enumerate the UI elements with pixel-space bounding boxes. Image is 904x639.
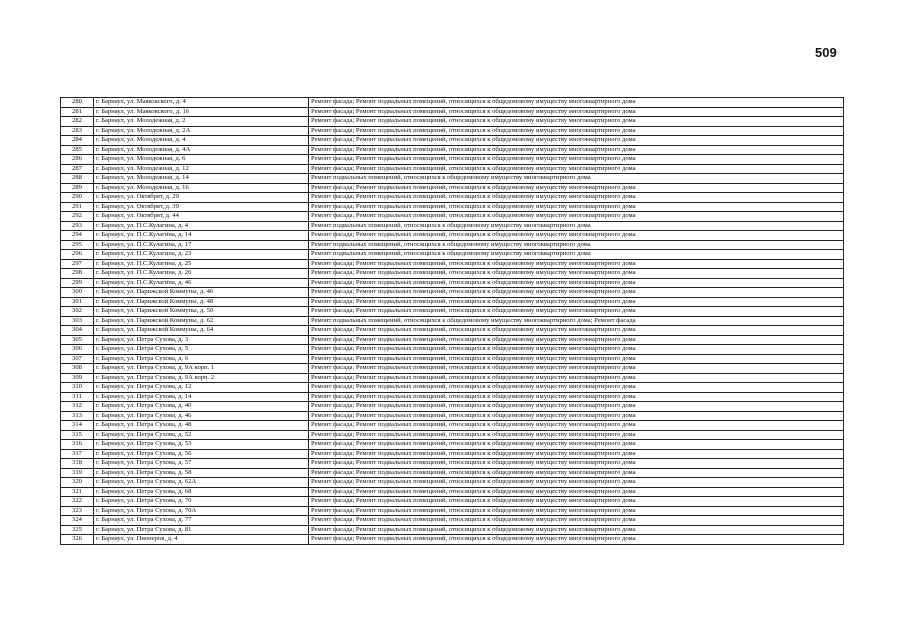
table-row [61, 383, 844, 393]
address-cell: г. Барнаул, ул. Молодежная, д. 4 [94, 136, 309, 146]
row-number-cell: 282 [61, 117, 94, 127]
row-number-cell: 300 [61, 288, 94, 298]
works-cell: Ремонт фасада; Ремонт подвальных помещений, относящихся к общедомовому имуществу многоквартирного дома [309, 155, 844, 165]
table-row [61, 449, 844, 459]
address-cell: г. Барнаул, ул. Петра Сухова, д. 70А [94, 506, 309, 516]
table-row [61, 164, 844, 174]
row-number-cell: 294 [61, 231, 94, 241]
repair-registry-table [60, 97, 844, 545]
row-number-cell: 314 [61, 421, 94, 431]
table-row [61, 440, 844, 450]
works-cell: Ремонт фасада; Ремонт подвальных помещений, относящихся к общедомовому имуществу многоквартирного дома [309, 278, 844, 288]
address-cell: г. Барнаул, ул. Парижской Коммуны, д. 62 [94, 316, 309, 326]
table-row [61, 487, 844, 497]
table-row [61, 364, 844, 374]
table-row [61, 478, 844, 488]
works-cell: Ремонт фасада; Ремонт подвальных помещений, относящихся к общедомовому имуществу многоквартирного дома [309, 421, 844, 431]
table-row [61, 459, 844, 469]
row-number-cell: 301 [61, 297, 94, 307]
row-number-cell: 296 [61, 250, 94, 260]
address-cell: г. Барнаул, ул. П.С.Кулагина, д. 14 [94, 231, 309, 241]
row-number-cell: 311 [61, 392, 94, 402]
works-cell: Ремонт фасада; Ремонт подвальных помещений, относящихся к общедомовому имуществу многоквартирного дома [309, 335, 844, 345]
works-cell: Ремонт фасада; Ремонт подвальных помещений, относящихся к общедомовому имуществу многоквартирного дома [309, 269, 844, 279]
address-cell: г. Барнаул, ул. Петра Сухова, д. 6 [94, 354, 309, 364]
row-number-cell: 283 [61, 126, 94, 136]
address-cell: г. Барнаул, ул. Петра Сухова, д. 56 [94, 449, 309, 459]
address-cell: г. Барнаул, ул. Петра Сухова, д. 14 [94, 392, 309, 402]
works-cell: Ремонт фасада; Ремонт подвальных помещений, относящихся к общедомовому имуществу многоквартирного дома [309, 478, 844, 488]
table-row [61, 278, 844, 288]
row-number-cell: 302 [61, 307, 94, 317]
row-number-cell: 298 [61, 269, 94, 279]
table-row [61, 468, 844, 478]
works-cell: Ремонт фасада; Ремонт подвальных помещений, относящихся к общедомовому имуществу многоквартирного дома [309, 307, 844, 317]
address-cell: г. Барнаул, ул. Петра Сухова, д. 46 [94, 411, 309, 421]
works-cell: Ремонт фасада; Ремонт подвальных помещений, относящихся к общедомовому имуществу многоквартирного дома [309, 117, 844, 127]
row-number-cell: 322 [61, 497, 94, 507]
table-row [61, 354, 844, 364]
table-row [61, 136, 844, 146]
table-row [61, 126, 844, 136]
works-cell: Ремонт фасада; Ремонт подвальных помещений, относящихся к общедомовому имуществу многоквартирного дома [309, 297, 844, 307]
address-cell: г. Барнаул, ул. Молодежная, д. 6 [94, 155, 309, 165]
table-row [61, 516, 844, 526]
works-cell: Ремонт фасада; Ремонт подвальных помещений, относящихся к общедомовому имуществу многоквартирного дома [309, 459, 844, 469]
works-cell: Ремонт фасада; Ремонт подвальных помещений, относящихся к общедомовому имуществу многоквартирного дома [309, 392, 844, 402]
works-cell: Ремонт фасада; Ремонт подвальных помещений, относящихся к общедомовому имуществу многоквартирного дома [309, 231, 844, 241]
works-cell: Ремонт фасада; Ремонт подвальных помещений, относящихся к общедомовому имуществу многоквартирного дома [309, 202, 844, 212]
address-cell: г. Барнаул, ул. Петра Сухова, д. 70 [94, 497, 309, 507]
table-row [61, 240, 844, 250]
address-cell: г. Барнаул, ул. Петра Сухова, д. 40 [94, 402, 309, 412]
works-cell: Ремонт фасада; Ремонт подвальных помещений, относящихся к общедомовому имуществу многоквартирного дома [309, 402, 844, 412]
address-cell: г. Барнаул, ул. Парижской Коммуны, д. 46 [94, 288, 309, 298]
table-row [61, 373, 844, 383]
row-number-cell: 321 [61, 487, 94, 497]
table-row [61, 202, 844, 212]
row-number-cell: 320 [61, 478, 94, 488]
address-cell: г. Барнаул, ул. Петра Сухова, д. 81 [94, 525, 309, 535]
works-cell: Ремонт фасада; Ремонт подвальных помещений, относящихся к общедомовому имуществу многоквартирного дома [309, 516, 844, 526]
table-row [61, 145, 844, 155]
table-row [61, 155, 844, 165]
table-row [61, 221, 844, 231]
table-row [61, 326, 844, 336]
works-cell: Ремонт фасада; Ремонт подвальных помещений, относящихся к общедомовому имуществу многоквартирного дома [309, 383, 844, 393]
works-cell: Ремонт фасада; Ремонт подвальных помещений, относящихся к общедомовому имуществу многоквартирного дома [309, 136, 844, 146]
table-row [61, 288, 844, 298]
row-number-cell: 295 [61, 240, 94, 250]
row-number-cell: 310 [61, 383, 94, 393]
table-row [61, 392, 844, 402]
address-cell: г. Барнаул, ул. Петра Сухова, д. 9А корп. 1 [94, 364, 309, 374]
works-cell: Ремонт фасада; Ремонт подвальных помещений, относящихся к общедомовому имуществу многоквартирного дома [309, 535, 844, 545]
table-row [61, 525, 844, 535]
works-cell: Ремонт фасада; Ремонт подвальных помещений, относящихся к общедомовому имуществу многоквартирного дома [309, 468, 844, 478]
table-row [61, 535, 844, 545]
address-cell: г. Барнаул, ул. Петра Сухова, д. 5 [94, 345, 309, 355]
address-cell: г. Барнаул, ул. Октябрят, д. 44 [94, 212, 309, 222]
works-cell: Ремонт фасада; Ремонт подвальных помещений, относящихся к общедомовому имуществу многоквартирного дома [309, 212, 844, 222]
table-row [61, 212, 844, 222]
address-cell: г. Барнаул, ул. Петра Сухова, д. 52 [94, 430, 309, 440]
row-number-cell: 315 [61, 430, 94, 440]
works-cell: Ремонт фасада; Ремонт подвальных помещений, относящихся к общедомовому имуществу многоквартирного дома [309, 145, 844, 155]
table-row [61, 297, 844, 307]
row-number-cell: 291 [61, 202, 94, 212]
address-cell: г. Барнаул, ул. Парижской Коммуны, д. 48 [94, 297, 309, 307]
address-cell: г. Барнаул, ул. Октябрят, д. 39 [94, 202, 309, 212]
table-row [61, 335, 844, 345]
works-cell: Ремонт фасада; Ремонт подвальных помещений, относящихся к общедомовому имуществу многоквартирного дома [309, 107, 844, 117]
address-cell: г. Барнаул, ул. Молодежная, д. 12 [94, 164, 309, 174]
row-number-cell: 312 [61, 402, 94, 412]
address-cell: г. Барнаул, ул. Молодежная, д. 2 [94, 117, 309, 127]
table-row [61, 345, 844, 355]
works-cell: Ремонт подвальных помещений, относящихся к общедомовому имуществу многоквартирного дома [309, 240, 844, 250]
table-row [61, 193, 844, 203]
works-cell: Ремонт фасада; Ремонт подвальных помещений, относящихся к общедомовому имуществу многоквартирного дома [309, 449, 844, 459]
row-number-cell: 307 [61, 354, 94, 364]
row-number-cell: 304 [61, 326, 94, 336]
page-number: 509 [815, 45, 837, 60]
row-number-cell: 285 [61, 145, 94, 155]
table-row [61, 430, 844, 440]
works-cell: Ремонт фасада; Ремонт подвальных помещений, относящихся к общедомовому имуществу многоквартирного дома [309, 525, 844, 535]
table-row [61, 250, 844, 260]
row-number-cell: 292 [61, 212, 94, 222]
row-number-cell: 299 [61, 278, 94, 288]
address-cell: г. Барнаул, ул. П.С.Кулагина, д. 23 [94, 250, 309, 260]
address-cell: г. Барнаул, ул. Маяковского, д. 16 [94, 107, 309, 117]
row-number-cell: 308 [61, 364, 94, 374]
row-number-cell: 289 [61, 183, 94, 193]
works-cell: Ремонт фасада; Ремонт подвальных помещений, относящихся к общедомовому имуществу многоквартирного дома [309, 373, 844, 383]
row-number-cell: 309 [61, 373, 94, 383]
works-cell: Ремонт фасада; Ремонт подвальных помещений, относящихся к общедомовому имуществу многоквартирного дома [309, 259, 844, 269]
works-cell: Ремонт фасада; Ремонт подвальных помещений, относящихся к общедомовому имуществу многоквартирного дома [309, 193, 844, 203]
row-number-cell: 293 [61, 221, 94, 231]
works-cell: Ремонт фасада; Ремонт подвальных помещений, относящихся к общедомовому имуществу многоквартирного дома [309, 354, 844, 364]
works-cell: Ремонт фасада; Ремонт подвальных помещений, относящихся к общедомовому имуществу многоквартирного дома [309, 440, 844, 450]
address-cell: г. Барнаул, ул. Петра Сухова, д. 3 [94, 335, 309, 345]
address-cell: г. Барнаул, ул. Парижской Коммуны, д. 50 [94, 307, 309, 317]
works-cell: Ремонт фасада; Ремонт подвальных помещений, относящихся к общедомовому имуществу многоквартирного дома [309, 497, 844, 507]
table-body [61, 98, 844, 545]
address-cell: г. Барнаул, ул. П.С.Кулагина, д. 17 [94, 240, 309, 250]
row-number-cell: 323 [61, 506, 94, 516]
row-number-cell: 284 [61, 136, 94, 146]
row-number-cell: 313 [61, 411, 94, 421]
works-cell: Ремонт фасада; Ремонт подвальных помещений, относящихся к общедомовому имуществу многоквартирного дома [309, 430, 844, 440]
works-cell: Ремонт фасада; Ремонт подвальных помещений, относящихся к общедомовому имуществу многоквартирного дома [309, 326, 844, 336]
address-cell: г. Барнаул, ул. Молодежная, д. 4А [94, 145, 309, 155]
works-cell: Ремонт фасада; Ремонт подвальных помещений, относящихся к общедомовому имуществу многоквартирного дома [309, 126, 844, 136]
address-cell: г. Барнаул, ул. Петра Сухова, д. 48 [94, 421, 309, 431]
row-number-cell: 306 [61, 345, 94, 355]
address-cell: г. Барнаул, ул. Петра Сухова, д. 53 [94, 440, 309, 450]
row-number-cell: 287 [61, 164, 94, 174]
row-number-cell: 280 [61, 98, 94, 108]
table-row [61, 497, 844, 507]
row-number-cell: 297 [61, 259, 94, 269]
works-cell: Ремонт фасада; Ремонт подвальных помещений, относящихся к общедомовому имуществу многоквартирного дома [309, 506, 844, 516]
works-cell: Ремонт фасада; Ремонт подвальных помещений, относящихся к общедомовому имуществу многоквартирного дома [309, 411, 844, 421]
row-number-cell: 288 [61, 174, 94, 184]
row-number-cell: 317 [61, 449, 94, 459]
address-cell: г. Барнаул, ул. Парижской Коммуны, д. 64 [94, 326, 309, 336]
works-cell: Ремонт подвальных помещений, относящихся к общедомовому имуществу многоквартирного дома [309, 221, 844, 231]
table-row [61, 316, 844, 326]
row-number-cell: 326 [61, 535, 94, 545]
table-row [61, 231, 844, 241]
address-cell: г. Барнаул, ул. Петра Сухова, д. 57 [94, 459, 309, 469]
address-cell: г. Барнаул, ул. Октябрят, д. 29 [94, 193, 309, 203]
address-cell: г. Барнаул, ул. Маяковского, д. 4 [94, 98, 309, 108]
works-cell: Ремонт фасада; Ремонт подвальных помещений, относящихся к общедомовому имуществу многоквартирного дома [309, 183, 844, 193]
address-cell: г. Барнаул, ул. Пионеров, д. 4 [94, 535, 309, 545]
works-cell: Ремонт фасада; Ремонт подвальных помещений, относящихся к общедомовому имуществу многоквартирного дома [309, 288, 844, 298]
row-number-cell: 286 [61, 155, 94, 165]
table-row [61, 98, 844, 108]
address-cell: г. Барнаул, ул. Петра Сухова, д. 77 [94, 516, 309, 526]
address-cell: г. Барнаул, ул. Молодежная, д. 16 [94, 183, 309, 193]
address-cell: г. Барнаул, ул. Молодежная, д. 14 [94, 174, 309, 184]
address-cell: г. Барнаул, ул. Петра Сухова, д. 68 [94, 487, 309, 497]
row-number-cell: 281 [61, 107, 94, 117]
table-row [61, 269, 844, 279]
row-number-cell: 325 [61, 525, 94, 535]
works-cell: Ремонт фасада; Ремонт подвальных помещений, относящихся к общедомовому имуществу многоквартирного дома [309, 98, 844, 108]
table-row [61, 117, 844, 127]
works-cell: Ремонт подвальных помещений, относящихся к общедомовому имуществу многоквартирного дома [309, 174, 844, 184]
address-cell: г. Барнаул, ул. Петра Сухова, д. 9А корп. 2 [94, 373, 309, 383]
address-cell: г. Барнаул, ул. Петра Сухова, д. 62А [94, 478, 309, 488]
table-row [61, 307, 844, 317]
works-cell: Ремонт фасада; Ремонт подвальных помещений, относящихся к общедомовому имуществу многоквартирного дома [309, 164, 844, 174]
table-row [61, 421, 844, 431]
row-number-cell: 316 [61, 440, 94, 450]
table-row [61, 402, 844, 412]
table-row [61, 183, 844, 193]
row-number-cell: 303 [61, 316, 94, 326]
address-cell: г. Барнаул, ул. П.С.Кулагина, д. 46 [94, 278, 309, 288]
row-number-cell: 305 [61, 335, 94, 345]
table-row [61, 107, 844, 117]
row-number-cell: 319 [61, 468, 94, 478]
works-cell: Ремонт фасада; Ремонт подвальных помещений, относящихся к общедомовому имуществу многоквартирного дома [309, 364, 844, 374]
table-row [61, 259, 844, 269]
address-cell: г. Барнаул, ул. Молодежная, д. 2А [94, 126, 309, 136]
table-row [61, 411, 844, 421]
works-cell: Ремонт подвальных помещений, относящихся к общедомовому имуществу многоквартирного дома; Ремонт фасада [309, 316, 844, 326]
address-cell: г. Барнаул, ул. Петра Сухова, д. 58 [94, 468, 309, 478]
row-number-cell: 290 [61, 193, 94, 203]
address-cell: г. Барнаул, ул. П.С.Кулагина, д. 4 [94, 221, 309, 231]
works-cell: Ремонт фасада; Ремонт подвальных помещений, относящихся к общедомовому имуществу многоквартирного дома [309, 487, 844, 497]
table-row [61, 506, 844, 516]
works-cell: Ремонт фасада; Ремонт подвальных помещений, относящихся к общедомовому имуществу многоквартирного дома [309, 345, 844, 355]
row-number-cell: 324 [61, 516, 94, 526]
address-cell: г. Барнаул, ул. П.С.Кулагина, д. 25 [94, 259, 309, 269]
row-number-cell: 318 [61, 459, 94, 469]
table-row [61, 174, 844, 184]
works-cell: Ремонт подвальных помещений, относящихся к общедомовому имуществу многоквартирного дома [309, 250, 844, 260]
address-cell: г. Барнаул, ул. Петра Сухова, д. 12 [94, 383, 309, 393]
address-cell: г. Барнаул, ул. П.С.Кулагина, д. 26 [94, 269, 309, 279]
